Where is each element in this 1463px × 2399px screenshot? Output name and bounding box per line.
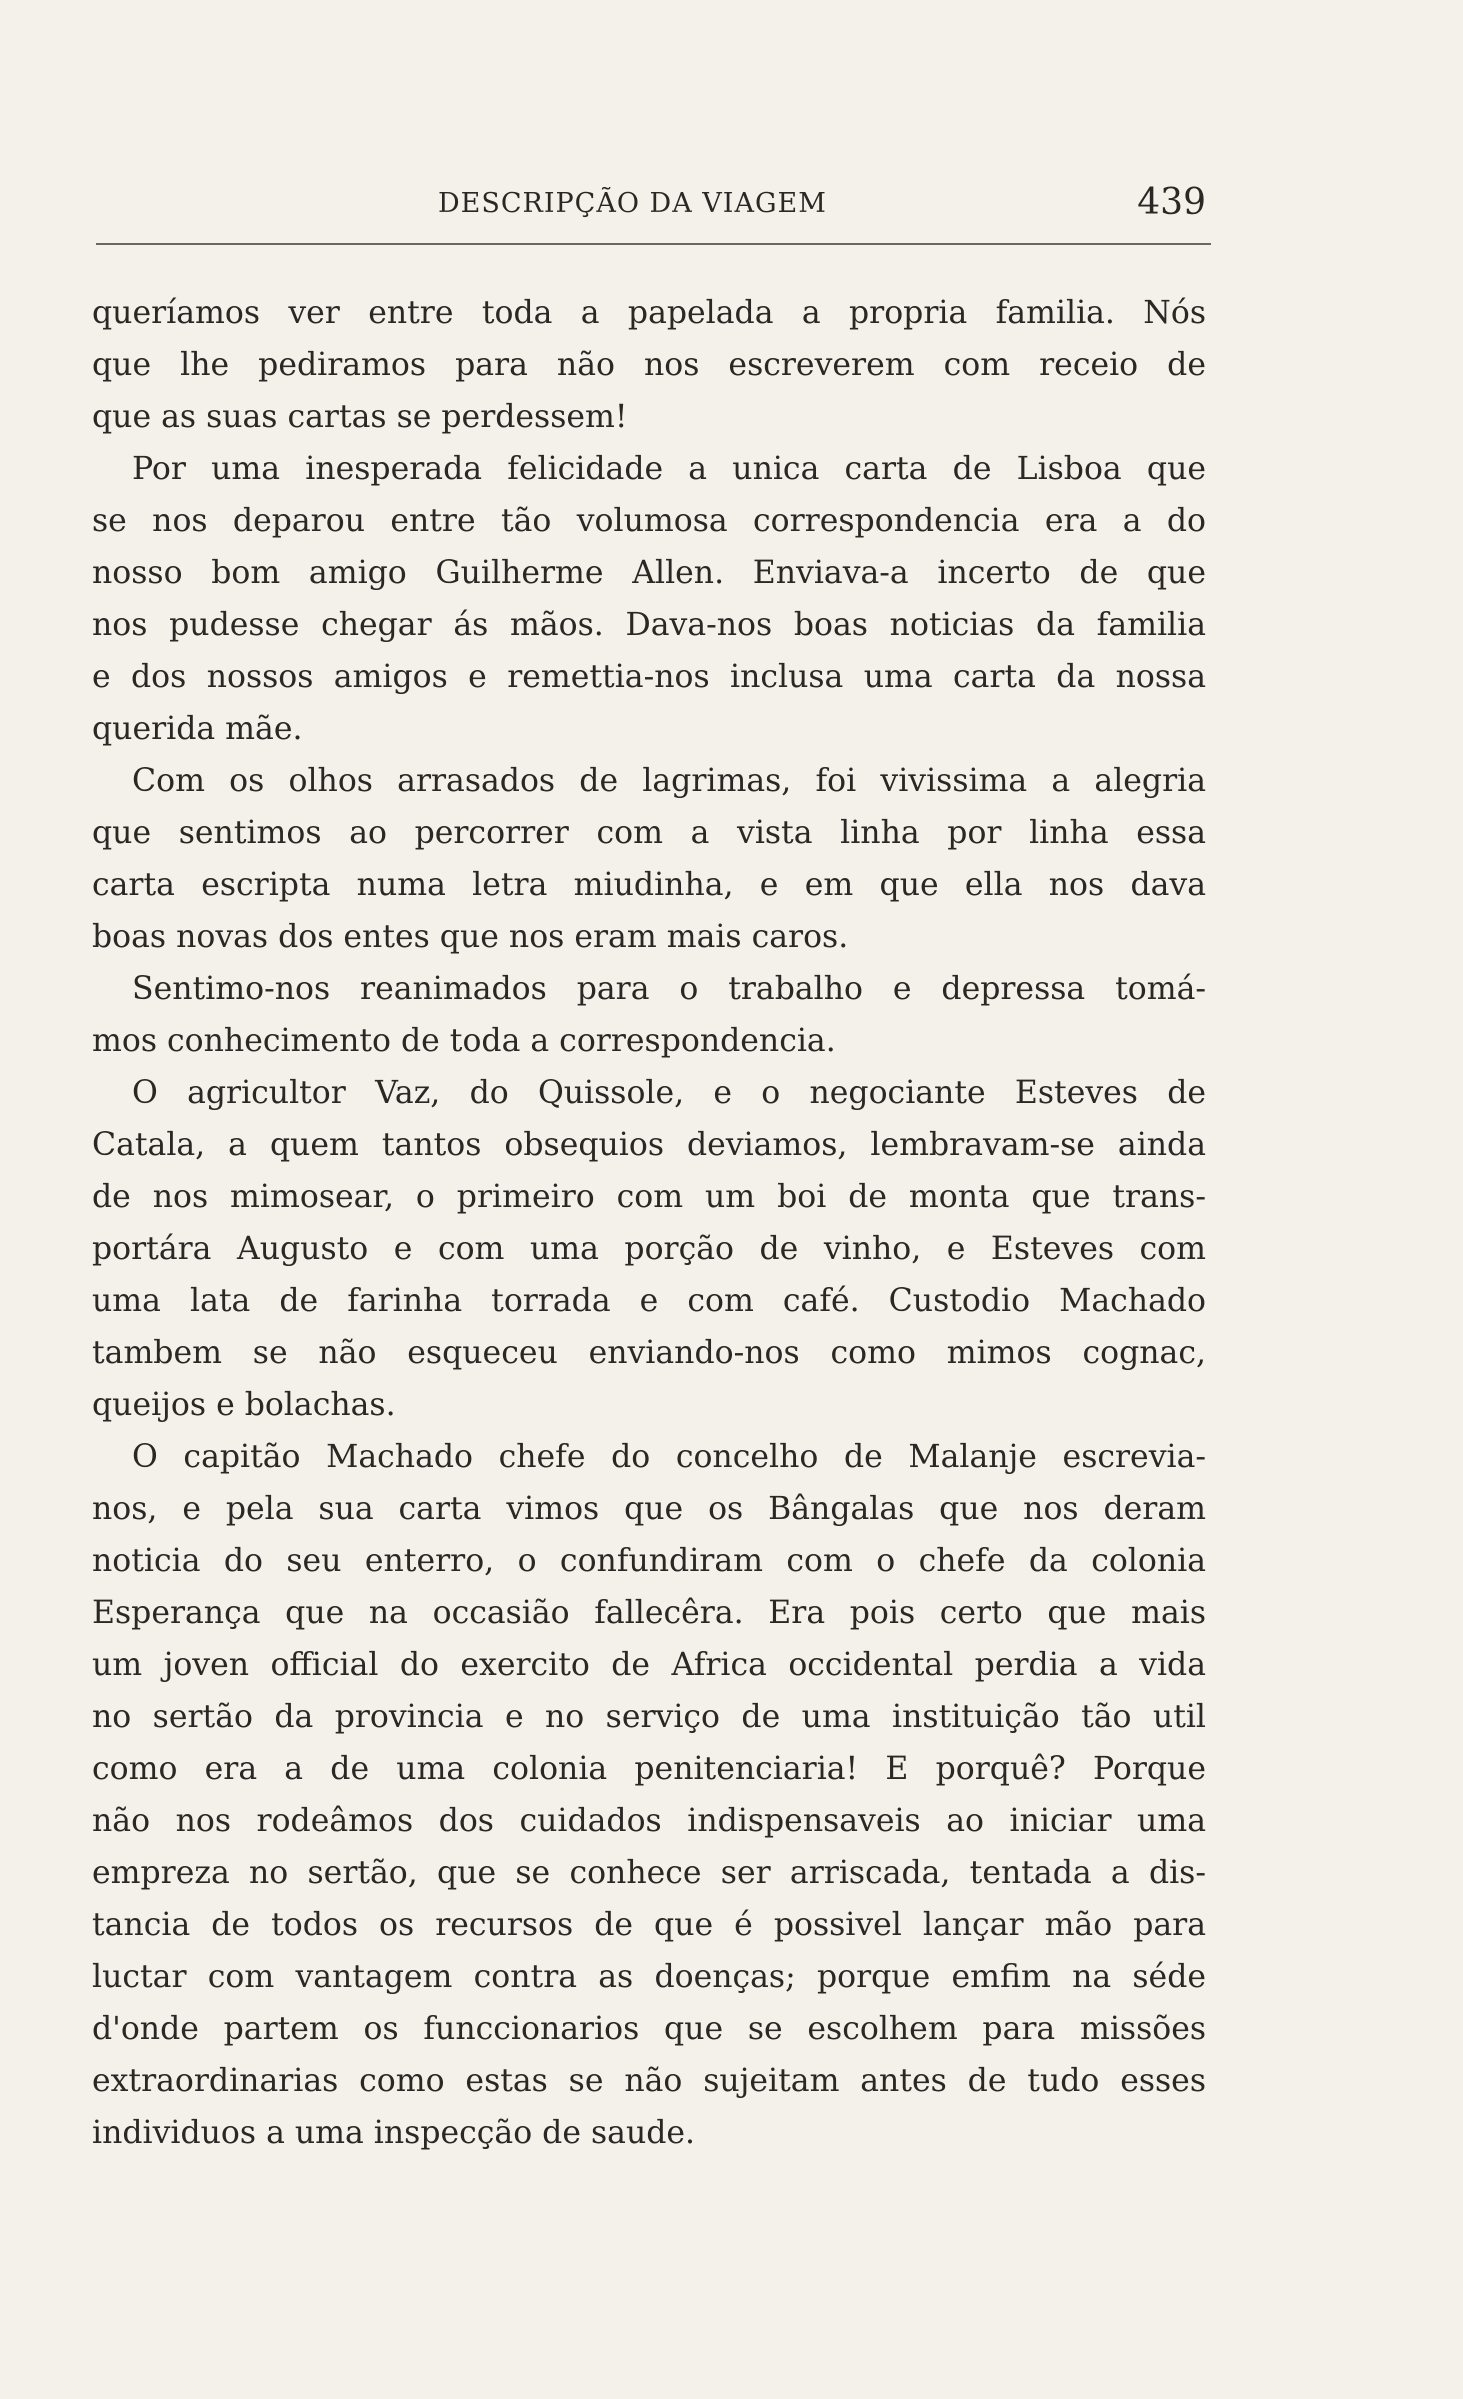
text-line: tambem se não esqueceu enviando-nos como mimos cognac,	[92, 1335, 1206, 1371]
text-line: e dos nossos amigos e remettia-nos inclusa uma carta da nossa	[92, 659, 1206, 695]
text-line: mos conhecimento de toda a correspondencia.	[92, 1023, 836, 1059]
text-line: que lhe pediramos para não nos escreverem com receio de	[92, 347, 1206, 383]
text-line: como era a de uma colonia penitenciaria! E porquê? Porque	[92, 1751, 1206, 1787]
text-line: nos, e pela sua carta vimos que os Bângalas que nos deram	[92, 1491, 1206, 1527]
text-line: empreza no sertão, que se conhece ser arriscada, tentada a dis-	[92, 1855, 1206, 1891]
text-line: queríamos ver entre toda a papelada a propria familia. Nós	[92, 295, 1206, 331]
text-line: extraordinarias como estas se não sujeitam antes de tudo esses	[92, 2063, 1206, 2099]
text-line: que as suas cartas se perdessem!	[92, 399, 628, 435]
running-title: DESCRIPÇÃO DA VIAGEM	[438, 188, 827, 219]
text-line: não nos rodeâmos dos cuidados indispensaveis ao iniciar uma	[92, 1803, 1206, 1839]
text-line: um joven official do exercito de Africa occidental perdia a vida	[92, 1647, 1206, 1683]
text-line: no sertão da provincia e no serviço de uma instituição tão util	[92, 1699, 1206, 1735]
text-line: luctar com vantagem contra as doenças; porque emfim na séde	[92, 1959, 1206, 1995]
text-line: noticia do seu enterro, o confundiram com o chefe da colonia	[92, 1543, 1206, 1579]
text-line: portára Augusto e com uma porção de vinho, e Esteves com	[92, 1231, 1206, 1267]
text-line: nosso bom amigo Guilherme Allen. Enviava-a incerto de que	[92, 555, 1206, 591]
text-line: queijos e bolachas.	[92, 1387, 396, 1423]
text-line: O agricultor Vaz, do Quissole, e o negociante Esteves de	[132, 1075, 1206, 1111]
text-line: Esperança que na occasião fallecêra. Era pois certo que mais	[92, 1595, 1206, 1631]
text-line: d'onde partem os funccionarios que se escolhem para missões	[92, 2011, 1206, 2047]
text-line: se nos deparou entre tão volumosa correspondencia era a do	[92, 503, 1206, 539]
header-rule	[96, 243, 1211, 245]
text-line: O capitão Machado chefe do concelho de Malanje escrevia-	[132, 1439, 1206, 1475]
text-line: Por uma inesperada felicidade a unica carta de Lisboa que	[132, 451, 1206, 487]
running-head	[92, 182, 1210, 232]
text-line: querida mãe.	[92, 711, 303, 747]
text-line: que sentimos ao percorrer com a vista linha por linha essa	[92, 815, 1206, 851]
text-line: nos pudesse chegar ás mãos. Dava-nos boas noticias da familia	[92, 607, 1206, 643]
text-line: Com os olhos arrasados de lagrimas, foi vivissima a alegria	[132, 763, 1206, 799]
text-line: de nos mimosear, o primeiro com um boi de monta que trans-	[92, 1179, 1206, 1215]
text-line: tancia de todos os recursos de que é possivel lançar mão para	[92, 1907, 1206, 1943]
text-line: boas novas dos entes que nos eram mais caros.	[92, 919, 849, 955]
text-line: uma lata de farinha torrada e com café. Custodio Machado	[92, 1283, 1206, 1319]
page-number: 439	[1137, 182, 1206, 223]
text-line: Catala, a quem tantos obsequios deviamos, lembravam-se ainda	[92, 1127, 1206, 1163]
text-line: individuos a uma inspecção de saude.	[92, 2115, 696, 2151]
text-line: Sentimo-nos reanimados para o trabalho e depressa tomá-	[132, 971, 1206, 1007]
text-line: carta escripta numa letra miudinha, e em que ella nos dava	[92, 867, 1206, 903]
